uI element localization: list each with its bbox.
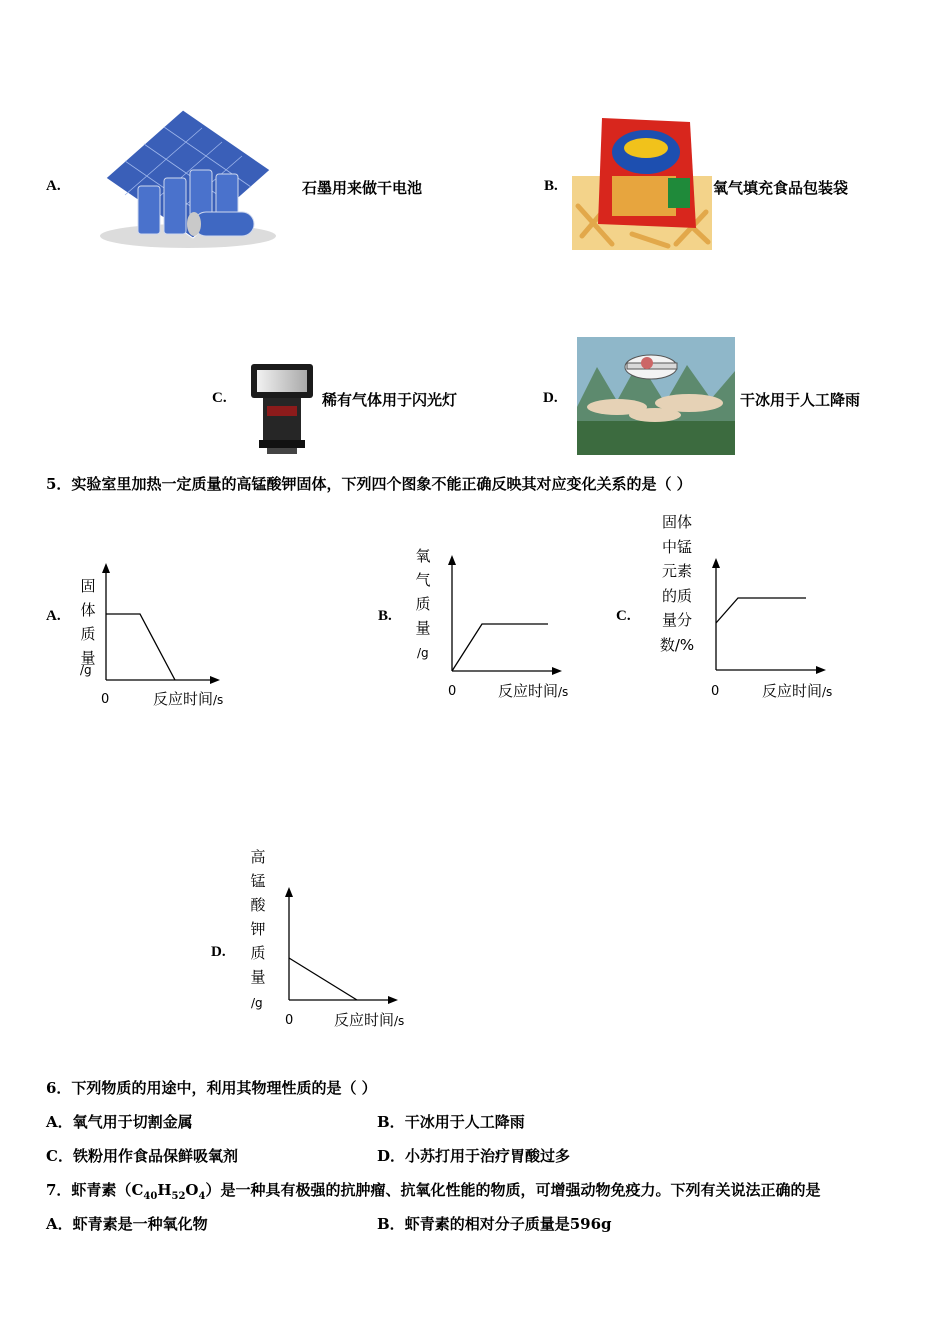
ylabel-line: 氧 [415,547,431,565]
q5-graph-a-letter: A. [46,608,61,624]
option-letter: B． [377,1113,405,1131]
option-text: 铁粉用作食品保鲜吸氧剂 [72,1147,238,1165]
q4-option-c-letter: C. [212,390,227,406]
option-letter: B． [377,1215,405,1233]
q5-graph-a-origin: 0 [101,692,110,707]
q7-stem [46,1179,820,1202]
option-text: 小苏打用于治疗胃酸过多 [405,1147,571,1165]
ylabel-line: 锰 [250,872,266,890]
q4-option-a-letter: A. [46,178,61,194]
q5-graph-b-origin: 0 [448,684,457,699]
q5-graph-c-letter: C. [616,608,631,624]
xlabel-unit: /s [822,685,833,699]
xlabel-text: 反应时间 [334,1011,395,1029]
q7-option-a [46,1213,208,1234]
q6-option-c [46,1145,238,1166]
q5-graph-d-letter: D. [211,944,226,960]
q4-option-a-text: 石墨用来做干电池 [302,179,423,197]
q5-graph-c-origin: 0 [711,684,720,699]
ylabel-line: 的质 [661,586,692,605]
ylabel-line: 体 [80,601,96,619]
q4-option-b-text: 氧气填充食品包装袋 [713,179,849,197]
q4-option-d-letter: D. [543,390,558,406]
curve-line [289,958,357,1000]
q4-option-b-letter: B. [544,178,558,194]
ylabel-line: 钾 [250,920,266,938]
ylabel-line: 固体 [661,513,692,531]
option-letter: A． [46,1113,73,1131]
q5-graph-a-yunit: /g [80,663,92,677]
option-text: 虾青素是一种氧化物 [72,1215,208,1233]
ylabel-line: 高 [250,848,266,866]
ylabel-line: 酸 [250,896,266,914]
xlabel-text: 反应时间 [762,682,823,700]
ylabel-line: 固 [80,577,96,595]
q7-stem-prefix: 7．虾青素（C [46,1181,144,1199]
formula-element: O [185,1181,199,1199]
q4-option-d-text: 干冰用于人工降雨 [740,391,861,409]
q6-stem: 6．下列物质的用途中，利用其物理性质的是（ ） [46,1079,377,1097]
q5-graph-b-yunit: /g [417,646,429,660]
xlabel-text: 反应时间 [498,682,559,700]
q4-option-c-text: 稀有气体用于闪光灯 [322,391,458,409]
ylabel-line: 气 [415,571,431,589]
q5-graph-d-yunit: /g [251,996,263,1010]
x-axis-arrow [388,996,398,1004]
xlabel-text: 反应时间 [153,690,214,708]
ylabel-line: 量 [415,619,431,637]
option-text: 干冰用于人工降雨 [404,1113,525,1131]
ylabel-line: 质 [80,625,96,643]
ylabel-line: 量分 [661,611,692,629]
ylabel-line: 量 [250,968,266,986]
xlabel-unit: /s [213,693,224,707]
option-text: 氧气用于切割金属 [72,1113,193,1131]
q5-stem: 5．实验室里加热一定质量的高锰酸钾固体，下列四个图象不能正确反映其对应变化关系的是（ ） [46,475,692,493]
ylabel-line: 质 [415,595,431,613]
ylabel-line: 中锰 [661,537,692,556]
formula-sub: 40 [143,1191,158,1202]
xlabel-unit: /s [394,1014,405,1028]
q6-option-d [377,1145,570,1166]
q7-stem-suffix: ）是一种具有极强的抗肿瘤、抗氧化性能的物质，可增强动物免疫力。下列有关说法正确的是 [205,1181,821,1199]
option-text: 虾青素的相对分子质量是596g [404,1215,612,1233]
formula-element: H [157,1181,172,1199]
xlabel-unit: /s [558,685,569,699]
ylabel-line: 元素 [661,562,692,580]
q7-option-b [377,1213,612,1234]
y-axis-arrow [285,887,293,897]
ylabel-line: 质 [250,944,266,962]
q6-option-b [377,1111,525,1132]
formula-sub: 4 [198,1191,206,1202]
q6-option-a [46,1111,193,1132]
option-letter: D． [377,1147,406,1165]
q5-graph-b-letter: B. [378,608,392,624]
q5-graph-d-origin: 0 [285,1013,294,1028]
ylabel-line: 数/% [659,635,695,654]
formula-sub: 52 [171,1191,186,1202]
option-letter: A． [46,1215,73,1233]
option-letter: C． [46,1147,73,1165]
ylabel-line: 量 [80,649,96,667]
q5-graph-d-xlabel [334,1009,404,1030]
